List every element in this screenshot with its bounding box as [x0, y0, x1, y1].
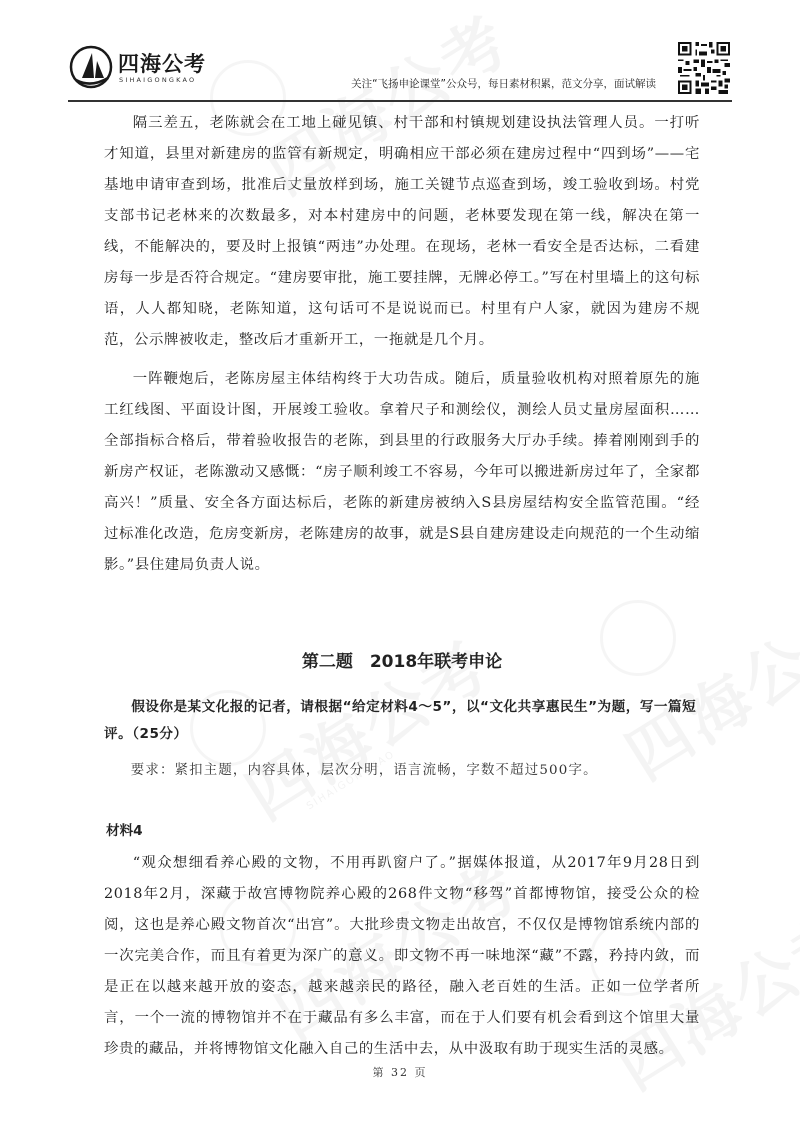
page-header: [68, 40, 732, 100]
watermark-sub: SIHAIGONGKAO: [304, 748, 398, 813]
page-number: 第 32 页: [372, 1066, 428, 1079]
header-slogan: 关注“飞扬申论课堂”公众号，每日素材积累，范文分享，面试解读: [351, 78, 656, 90]
brand-logo: [68, 44, 218, 94]
logo-text: 四海公考: [118, 52, 206, 76]
header-divider: [68, 100, 732, 102]
question-requirement: 要求：紧扣主题，内容具体，层次分明，语言流畅，字数不超过500字。: [130, 763, 598, 778]
logo-subtitle: SIHAIGONGKAO: [119, 76, 197, 84]
body-paragraph: 一阵鞭炮后，老陈房屋主体结构终于大功告成。随后，质量验收机构对照着原先的施工红线图、平面设计图，开展竣工验收。拿着尺子和测绘仪，测绘人员丈量房屋面积……全部指标合格后，带着验收报告的老陈，到县里的行政服务大厅办手续。捧着刚刚到手的新房产权证，老陈激动又感慨：“房子顺利竣工不容易，今年可以搬进新房过年了，全家都高兴！”质量、安全各方面达标后，老陈的新建房被纳入S县房屋结构安全监管范围。“经过标准化改造，危房变新房，老陈建房的故事，就是S县自建房建设走向规范的一个生动缩影。”县住建局负责人说。: [104, 371, 700, 573]
question-prompt: 假设你是某文化报的记者，请根据“给定材料4～5”，以“文化共享惠民生”为题，写一篇短评。（25分）: [104, 699, 697, 742]
sailboat-logo-icon: [68, 44, 114, 90]
qr-code-icon: [676, 40, 732, 96]
main-content: [104, 108, 700, 1065]
material-paragraph: “观众想细看养心殿的文物，不用再趴窗户了。”据媒体报道，从2017年9月28日到2018年2月，深藏于故宫博物院养心殿的268件文物“移驾”首都博物馆，接受公众的检阅，这也是养心殿文物首次“出宫”。大批珍贵文物走出故宫，不仅仅是博物馆系统内部的一次完美合作，而且有着更为深广的意义。即文物不再一味地深“藏”不露，矜持内敛，而是正在以越来越开放的姿态，越来越亲民的路径，融入老百姓的生活。正如一位学者所言，一个一流的博物馆并不在于藏品有多么丰富，而在于人们要有机会看到这个馆里大量珍贵的藏品，并将博物馆文化融入自己的生活中去，从中汲取有助于现实生活的灵感。: [104, 855, 700, 1057]
body-paragraph: 隔三差五，老陈就会在工地上碰见镇、村干部和村镇规划建设执法管理人员。一打听才知道，县里对新建房的监管有新规定，明确相应干部必须在建房过程中“四到场”——宅基地申请审查到场，批准后丈量放样到场，施工关键节点巡查到场，竣工验收到场。村党支部书记老林来的次数最多，对本村建房中的问题，老林要发现在第一线，解决在第一线，不能解决的，要及时上报镇“两违”办处理。在现场，老林一看安全是否达标，二看建房每一步是否符合规定。“建房要审批，施工要挂牌，无牌必停工。”写在村里墙上的这句标语，人人都知晓，老陈知道，这句话可不是说说而已。村里有户人家，就因为建房不规范，公示牌被收走，整改后才重新开工，一拖就是几个月。: [104, 115, 700, 348]
material-label: 材料4: [106, 823, 143, 839]
section-title: 第二题 2018年联考申论: [301, 652, 503, 672]
